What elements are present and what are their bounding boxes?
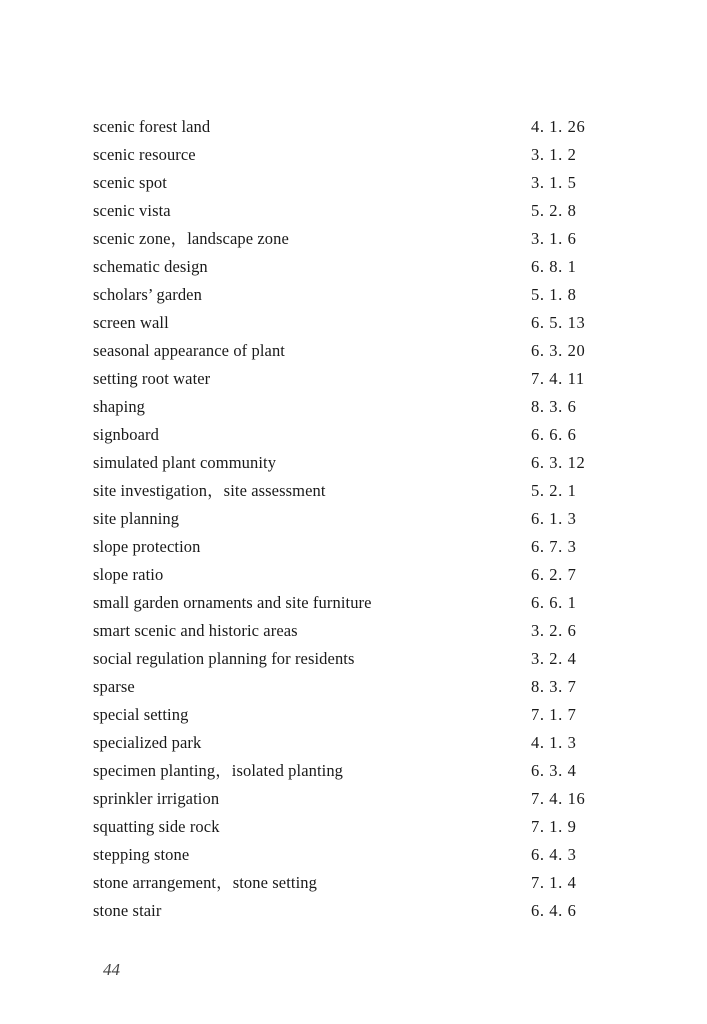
index-reference: 3. 2. 6	[531, 621, 577, 640]
index-reference: 4. 1. 26	[531, 117, 586, 136]
index-term: scenic resource	[93, 145, 196, 164]
index-entry	[93, 869, 613, 897]
index-entry	[93, 337, 613, 365]
index-term: scenic zone，landscape zone	[93, 229, 289, 248]
index-term: signboard	[93, 425, 159, 444]
index-reference: 6. 3. 4	[531, 761, 577, 780]
index-term: site planning	[93, 509, 180, 528]
index-entry	[93, 141, 613, 169]
index-term: stepping stone	[93, 845, 190, 864]
index-reference: 6. 7. 3	[531, 537, 577, 556]
index-term: squatting side rock	[93, 817, 220, 836]
index-term: shaping	[93, 397, 146, 416]
index-entry	[93, 505, 613, 533]
index-entry	[93, 729, 613, 757]
index-term: sparse	[93, 677, 135, 696]
index-entry	[93, 197, 613, 225]
index-reference: 6. 5. 13	[531, 313, 586, 332]
index-reference: 6. 4. 3	[531, 845, 577, 864]
index-entry	[93, 225, 613, 253]
index-term: smart scenic and historic areas	[93, 621, 298, 640]
index-term: setting root water	[93, 369, 211, 388]
index-term: stone arrangement，stone setting	[93, 873, 317, 892]
index-entry	[93, 449, 613, 477]
index-entry	[93, 365, 613, 393]
index-entry	[93, 673, 613, 701]
index-reference: 8. 3. 7	[531, 677, 577, 696]
index-term: scenic vista	[93, 201, 171, 220]
index-reference: 8. 3. 6	[531, 397, 577, 416]
index-term: site investigation，site assessment	[93, 481, 326, 500]
index-reference: 3. 1. 6	[531, 229, 577, 248]
index-term: sprinkler irrigation	[93, 789, 220, 808]
index-entry	[93, 897, 613, 925]
index-entry	[93, 757, 613, 785]
index-term: social regulation planning for residents	[93, 649, 355, 668]
page-number: 44	[103, 960, 120, 979]
index-entry	[93, 477, 613, 505]
index-entry	[93, 645, 613, 673]
index-term: specialized park	[93, 733, 202, 752]
index-entry	[93, 393, 613, 421]
index-reference: 3. 1. 2	[531, 145, 577, 164]
index-reference: 6. 8. 1	[531, 257, 577, 276]
index-reference: 6. 6. 1	[531, 593, 577, 612]
index-reference: 4. 1. 3	[531, 733, 577, 752]
index-entry	[93, 785, 613, 813]
index-reference: 6. 2. 7	[531, 565, 577, 584]
index-reference: 7. 1. 9	[531, 817, 577, 836]
index-term: stone stair	[93, 901, 162, 920]
index-entry	[93, 281, 613, 309]
index-term: screen wall	[93, 313, 169, 332]
index-term: scenic spot	[93, 173, 167, 192]
index-reference: 6. 4. 6	[531, 901, 577, 920]
index-list	[93, 113, 613, 925]
index-reference: 7. 1. 4	[531, 873, 577, 892]
index-entry	[93, 253, 613, 281]
index-reference: 7. 1. 7	[531, 705, 577, 724]
index-term: small garden ornaments and site furniture	[93, 593, 372, 612]
index-entry	[93, 841, 613, 869]
index-reference: 7. 4. 16	[531, 789, 586, 808]
index-reference: 3. 2. 4	[531, 649, 577, 668]
index-entry	[93, 813, 613, 841]
index-reference: 7. 4. 11	[531, 369, 585, 388]
index-term: specimen planting，isolated planting	[93, 761, 344, 780]
index-reference: 6. 3. 12	[531, 453, 586, 472]
index-entry	[93, 701, 613, 729]
index-term: special setting	[93, 705, 189, 724]
index-term: seasonal appearance of plant	[93, 341, 285, 360]
index-reference: 6. 1. 3	[531, 509, 577, 528]
index-entry	[93, 561, 613, 589]
index-reference: 6. 3. 20	[531, 341, 586, 360]
index-reference: 5. 1. 8	[531, 285, 577, 304]
index-reference: 6. 6. 6	[531, 425, 577, 444]
index-term: scholars’ garden	[93, 285, 202, 304]
index-term: scenic forest land	[93, 117, 211, 136]
index-reference: 3. 1. 5	[531, 173, 577, 192]
index-term: slope protection	[93, 537, 201, 556]
index-term: schematic design	[93, 257, 208, 276]
index-entry	[93, 589, 613, 617]
index-entry	[93, 169, 613, 197]
index-entry	[93, 309, 613, 337]
index-term: slope ratio	[93, 565, 164, 584]
index-entry	[93, 421, 613, 449]
index-entry	[93, 533, 613, 561]
index-entry	[93, 617, 613, 645]
index-term: simulated plant community	[93, 453, 277, 472]
index-reference: 5. 2. 1	[531, 481, 577, 500]
index-entry	[93, 113, 613, 141]
index-reference: 5. 2. 8	[531, 201, 577, 220]
